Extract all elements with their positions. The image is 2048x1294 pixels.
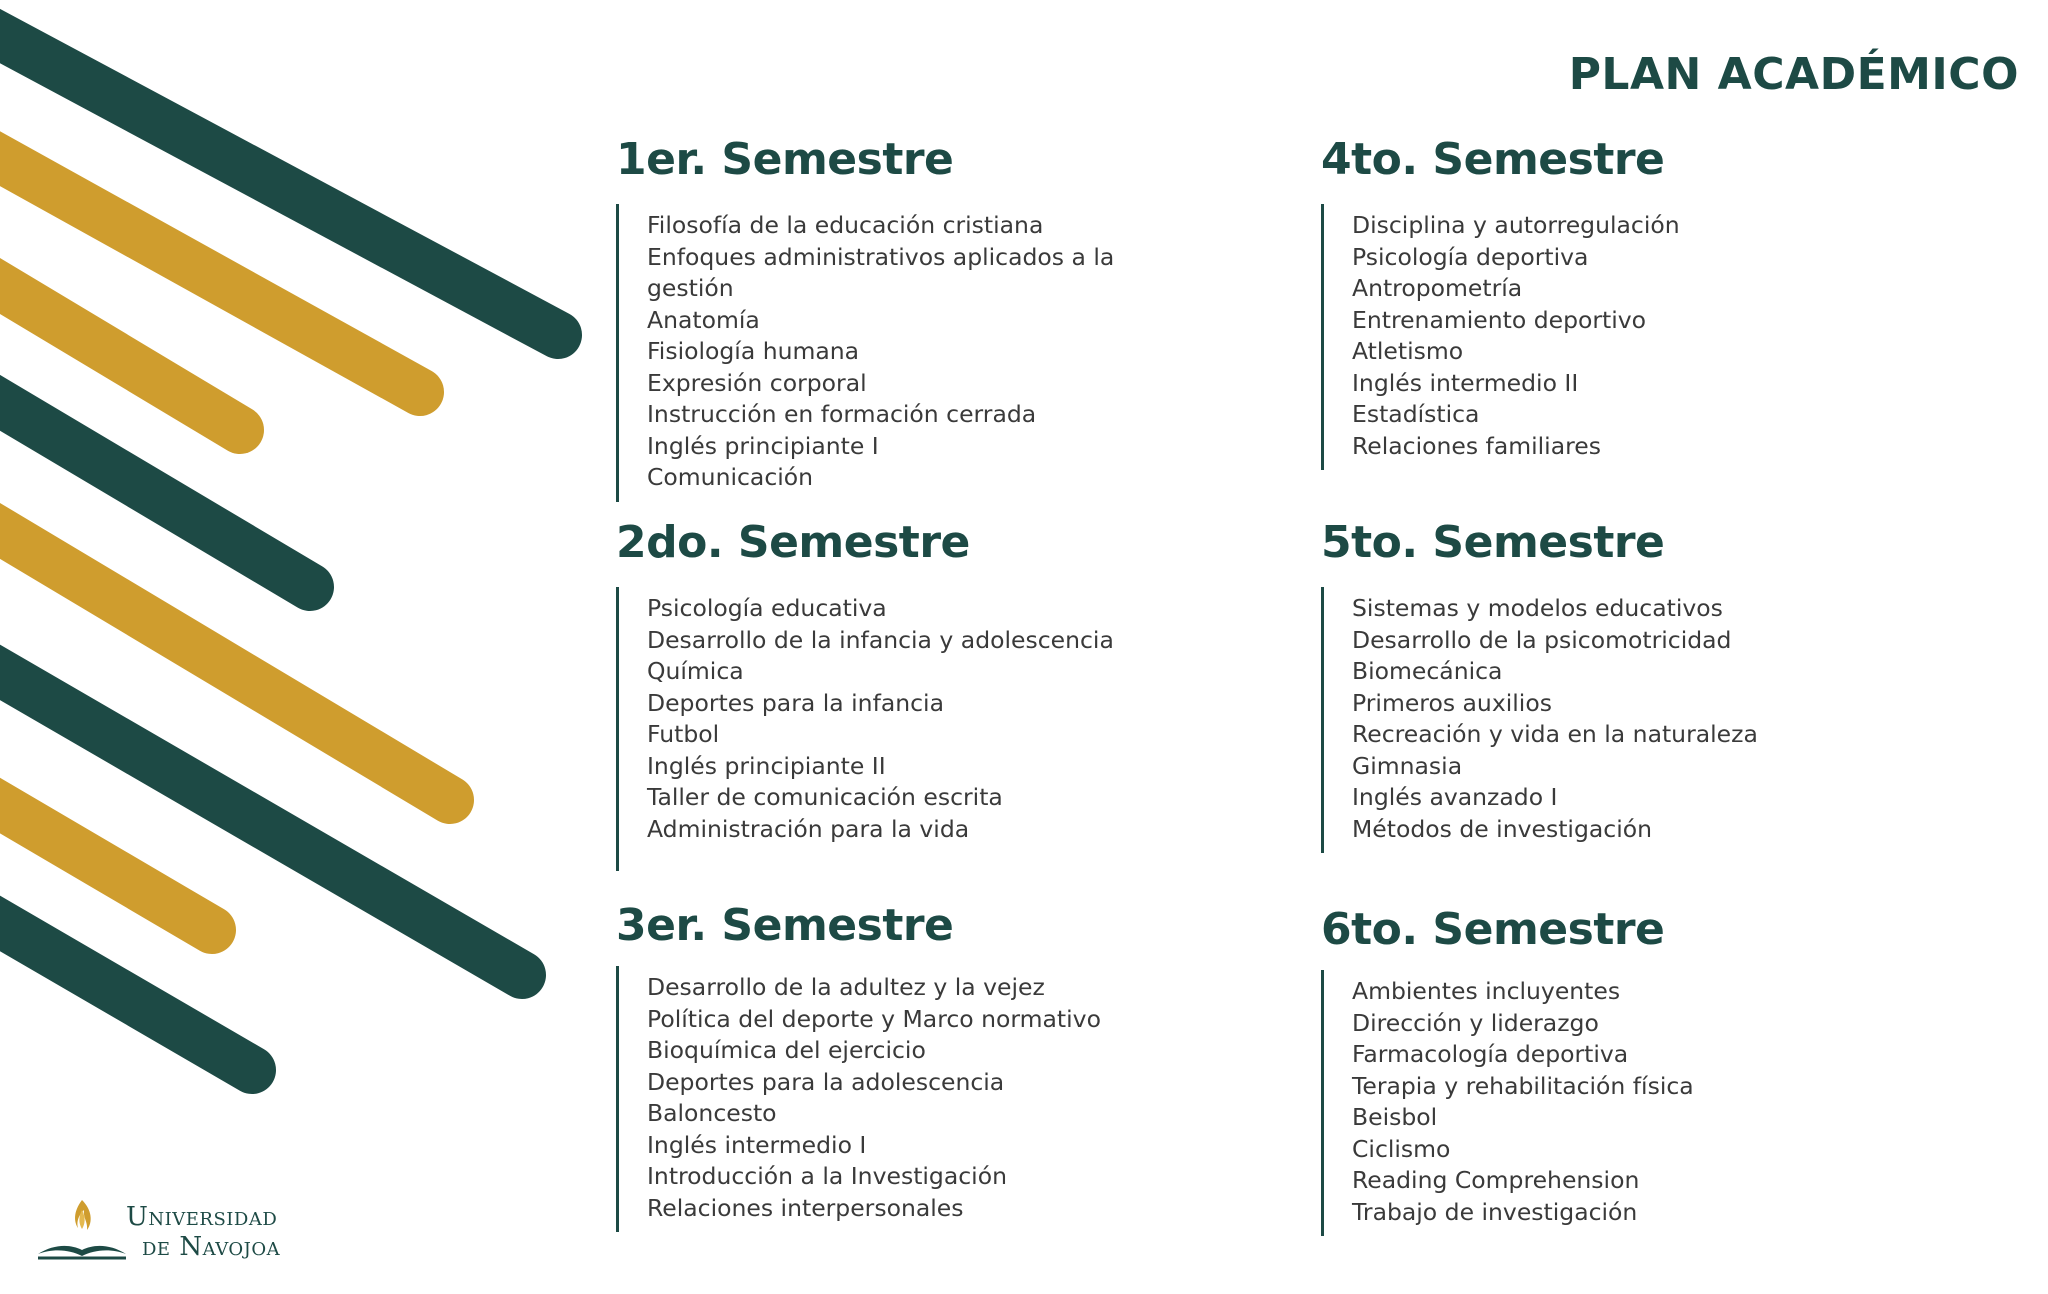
course-item: Gimnasia [1352,751,1463,780]
university-logo [36,1196,298,1266]
course-list [616,966,1136,1232]
semester-title: 4to. Semestre [1321,134,1665,185]
semester-6 [1321,902,1841,1236]
semester-title: 6to. Semestre [1321,904,1665,955]
course-list [616,587,1136,871]
course-item: Inglés intermedio II [1352,368,1579,397]
semester-3 [616,898,1136,1232]
course-item: Antropometría [1352,274,1523,302]
course-item: Comunicación [647,463,814,491]
logo-text [126,1202,280,1262]
course-item: Psicología deportiva [1352,242,1589,271]
semester-5 [1321,515,1841,853]
stripe-gold-1 [0,142,420,392]
decorative-stripes [0,0,600,1110]
course-item: Primeros auxilios [1352,688,1552,717]
course-item: Farmacología deportiva [1352,1040,1629,1068]
course-item: Fisiología humana [647,337,860,365]
semester-2 [616,515,1136,871]
course-item: Beisbol [1352,1103,1438,1131]
course-item: Deportes para la infancia [647,688,944,717]
course-item: Psicología educativa [647,594,887,622]
page-title: PLAN ACADÉMICO [1568,49,2019,100]
course-item: Futbol [647,720,720,748]
course-item: Administración para la vida [647,814,970,843]
semester-title: 1er. Semestre [616,134,954,185]
course-item: Disciplina y autorregulación [1352,211,1680,239]
semester-title: 5to. Semestre [1321,517,1665,568]
course-item: Inglés principiante II [647,751,886,780]
course-item: Expresión corporal [647,368,867,397]
course-item: Reading Comprehension [1352,1166,1640,1194]
course-item: Desarrollo de la adultez y la vejez [647,973,1045,1001]
course-item: Química [647,657,744,685]
course-item: Recreación y vida en la naturaleza [1352,720,1758,748]
course-item: Inglés avanzado I [1352,783,1558,811]
semester-title: 2do. Semestre [616,517,970,568]
course-item: Política del deporte y Marco normativo [647,1004,1101,1033]
semester-4 [1321,132,1841,470]
course-item: Enfoques administrativos aplicados a la gestión [647,242,1115,302]
course-item: Bioquímica del ejercicio [647,1036,926,1064]
course-item: Instrucción en formación cerrada [647,400,1037,428]
course-item: Introducción a la Investigación [647,1162,1007,1190]
course-item: Biomecánica [1352,657,1503,685]
course-item: Ambientes incluyentes [1352,977,1621,1005]
course-list [616,204,1136,502]
semester-title: 3er. Semestre [616,900,954,951]
course-list [1321,587,1841,853]
course-item: Desarrollo de la psicomotricidad [1352,625,1732,654]
course-item: Estadística [1352,400,1480,428]
course-item: Inglés intermedio I [647,1130,867,1159]
course-list [1321,204,1841,470]
course-item: Taller de comunicación escrita [647,783,1003,811]
course-item: Métodos de investigación [1352,814,1652,843]
course-item: Sistemas y modelos educativos [1352,594,1723,622]
course-item: Relaciones familiares [1352,431,1601,460]
flame-book-icon [36,1196,126,1266]
semester-1 [616,132,1136,502]
course-item: Relaciones interpersonales [647,1193,964,1222]
course-item: Terapia y rehabilitación física [1352,1071,1694,1100]
course-item: Entrenamiento deportivo [1352,305,1647,334]
logo-line-2: de Navojoa [142,1232,281,1262]
course-item: Inglés principiante I [647,431,879,460]
stripe-gold-4 [0,788,212,930]
course-item: Baloncesto [647,1099,777,1127]
course-item: Trabajo de investigación [1352,1197,1638,1226]
course-list [1321,970,1841,1236]
course-item: Dirección y liderazgo [1352,1008,1599,1037]
course-item: Atletismo [1352,337,1464,365]
course-item: Anatomía [647,305,760,334]
course-item: Ciclismo [1352,1134,1451,1163]
logo-line-1: Universidad [126,1202,278,1232]
course-item: Deportes para la adolescencia [647,1067,1005,1096]
course-item: Desarrollo de la infancia y adolescencia [647,625,1114,654]
course-item: Filosofía de la educación cristiana [647,211,1044,239]
